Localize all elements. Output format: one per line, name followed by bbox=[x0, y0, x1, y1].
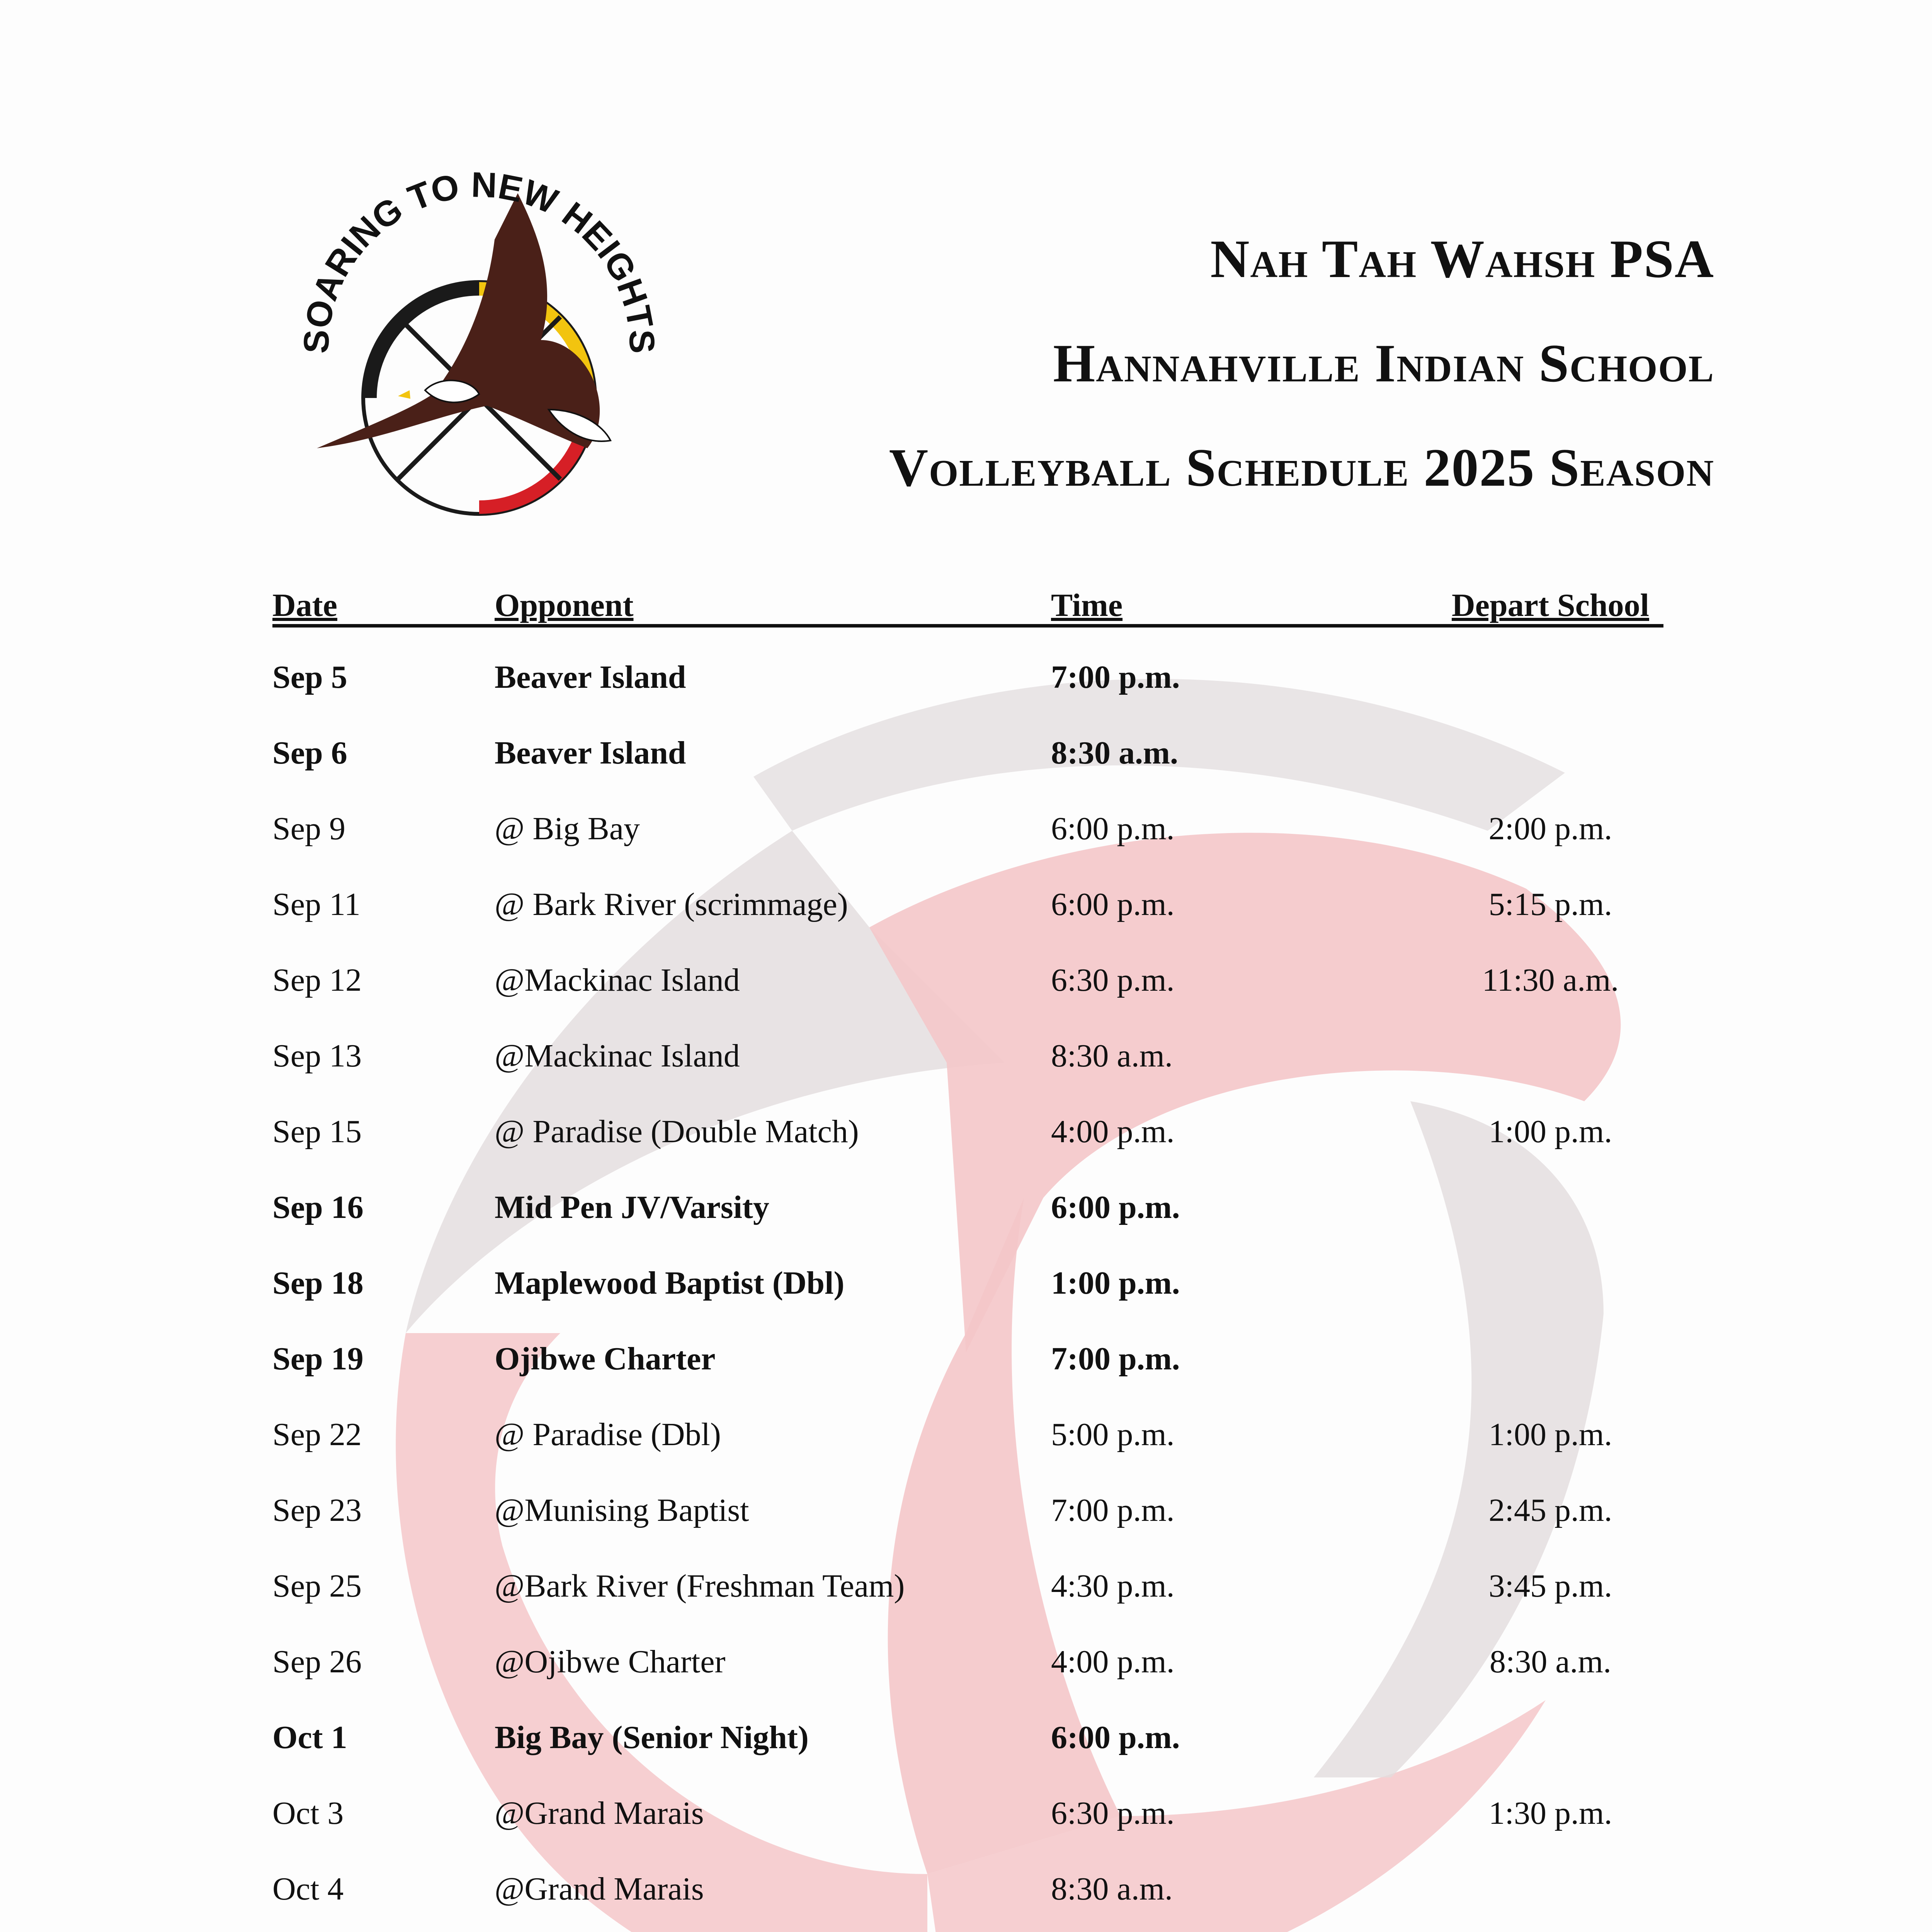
cell-time: 7:00 p.m. bbox=[1051, 659, 1180, 695]
table-row bbox=[272, 942, 1663, 1018]
cell-time: 8:30 a.m. bbox=[1051, 735, 1178, 771]
school-logo bbox=[270, 139, 753, 549]
cell-date: Sep 12 bbox=[272, 962, 362, 998]
cell-opponent bbox=[495, 1927, 1051, 1932]
title-schedule: Volleyball Schedule 2025 Season bbox=[889, 438, 1714, 498]
table-row bbox=[272, 1396, 1663, 1472]
cell-time: 6:00 p.m. bbox=[1051, 810, 1175, 847]
table-header-row bbox=[272, 582, 1663, 626]
cell-time: 7:00 p.m. bbox=[1051, 1340, 1180, 1377]
table-row bbox=[272, 1018, 1663, 1094]
cell-depart: 1:30 p.m. bbox=[1488, 1795, 1612, 1831]
title-school: Hannahville Indian School bbox=[1053, 333, 1714, 393]
table-row bbox=[272, 1472, 1663, 1548]
schedule-body bbox=[272, 626, 1663, 1932]
cell-opponent: Beaver Island bbox=[495, 735, 686, 771]
table-row bbox=[272, 1851, 1663, 1927]
cell-opponent: Big Bay (Senior Night) bbox=[495, 1719, 809, 1755]
cell-opponent: Maplewood Baptist (Dbl) bbox=[495, 1265, 845, 1301]
cell-date: Oct 3 bbox=[272, 1795, 344, 1831]
cell-opponent: @Mackinac Island bbox=[495, 962, 740, 998]
cell-time bbox=[1051, 1927, 1437, 1932]
cell-date: Sep 19 bbox=[272, 1340, 364, 1377]
cell-depart bbox=[1437, 1169, 1663, 1245]
column-header-depart: Depart School bbox=[1437, 582, 1663, 626]
cell-depart bbox=[1437, 1927, 1663, 1932]
cell-opponent: @ Paradise (Double Match) bbox=[495, 1113, 859, 1150]
table-row bbox=[272, 1169, 1663, 1245]
cell-date: Sep 18 bbox=[272, 1265, 364, 1301]
cell-time: 4:00 p.m. bbox=[1051, 1643, 1175, 1680]
cell-time: 6:30 p.m. bbox=[1051, 1795, 1175, 1831]
column-header-time: Time bbox=[1051, 582, 1437, 626]
cell-time: 6:00 p.m. bbox=[1051, 1189, 1180, 1225]
cell-depart: 11:30 a.m. bbox=[1482, 962, 1619, 998]
cell-time: 1:00 p.m. bbox=[1051, 1265, 1180, 1301]
cell-depart bbox=[1437, 1245, 1663, 1321]
cell-opponent: @Grand Marais bbox=[495, 1871, 704, 1907]
cell-depart: 8:30 a.m. bbox=[1490, 1643, 1611, 1680]
cell-depart: 5:15 p.m. bbox=[1488, 886, 1612, 922]
cell-date: Sep 9 bbox=[272, 810, 345, 847]
cell-depart bbox=[1437, 715, 1663, 791]
cell-date: Oct 1 bbox=[272, 1719, 347, 1755]
cell-date: Sep 16 bbox=[272, 1189, 364, 1225]
table-row bbox=[272, 1699, 1663, 1775]
cell-date: Sep 11 bbox=[272, 886, 361, 922]
column-header-date: Date bbox=[272, 582, 495, 626]
logo-motto: SOARING TO NEW HEIGHTS bbox=[296, 165, 662, 354]
cell-depart bbox=[1437, 1699, 1663, 1775]
cell-opponent: @Grand Marais bbox=[495, 1795, 704, 1831]
cell-date: Sep 22 bbox=[272, 1416, 362, 1452]
cell-opponent: @ Paradise (Dbl) bbox=[495, 1416, 721, 1452]
cell-time: 5:00 p.m. bbox=[1051, 1416, 1175, 1452]
cell-time: 8:30 a.m. bbox=[1051, 1037, 1173, 1074]
cell-date bbox=[272, 1927, 495, 1932]
cell-opponent: @Mackinac Island bbox=[495, 1037, 740, 1074]
cell-opponent: @Ojibwe Charter bbox=[495, 1643, 726, 1680]
cell-depart: 1:00 p.m. bbox=[1488, 1113, 1612, 1150]
cell-depart bbox=[1437, 1018, 1663, 1094]
cell-date: Oct 4 bbox=[272, 1871, 344, 1907]
cell-date: Sep 13 bbox=[272, 1037, 362, 1074]
cell-time: 6:00 p.m. bbox=[1051, 886, 1175, 922]
table-row bbox=[272, 715, 1663, 791]
cell-date: Sep 26 bbox=[272, 1643, 362, 1680]
table-row bbox=[272, 1624, 1663, 1699]
cell-time: 6:00 p.m. bbox=[1051, 1719, 1180, 1755]
table-row bbox=[272, 1927, 1663, 1932]
cell-date: Sep 23 bbox=[272, 1492, 362, 1528]
cell-date: Sep 6 bbox=[272, 735, 347, 771]
cell-depart: 1:00 p.m. bbox=[1488, 1416, 1612, 1452]
table-row bbox=[272, 1094, 1663, 1169]
table-row bbox=[272, 791, 1663, 866]
title-psa: Nah Tah Wahsh PSA bbox=[1210, 229, 1714, 289]
table-row bbox=[272, 866, 1663, 942]
cell-depart: 3:45 p.m. bbox=[1488, 1568, 1612, 1604]
cell-opponent: @ Bark River (scrimmage) bbox=[495, 886, 848, 922]
cell-date: Sep 5 bbox=[272, 659, 347, 695]
cell-depart bbox=[1437, 639, 1663, 715]
table-row bbox=[272, 1775, 1663, 1851]
cell-opponent: Ojibwe Charter bbox=[495, 1340, 716, 1377]
cell-opponent: @ Big Bay bbox=[495, 810, 640, 847]
cell-depart: 2:45 p.m. bbox=[1488, 1492, 1612, 1528]
cell-time: 8:30 a.m. bbox=[1051, 1871, 1173, 1907]
cell-time: 4:30 p.m. bbox=[1051, 1568, 1175, 1604]
table-spacer bbox=[272, 626, 1663, 639]
cell-date: Sep 15 bbox=[272, 1113, 362, 1150]
cell-depart bbox=[1437, 1321, 1663, 1396]
schedule-table bbox=[272, 582, 1663, 1932]
cell-opponent: @Munising Baptist bbox=[495, 1492, 749, 1528]
cell-time: 4:00 p.m. bbox=[1051, 1113, 1175, 1150]
cell-time: 7:00 p.m. bbox=[1051, 1492, 1175, 1528]
cell-opponent: Beaver Island bbox=[495, 659, 686, 695]
cell-depart bbox=[1437, 1851, 1663, 1927]
cell-opponent: Mid Pen JV/Varsity bbox=[495, 1189, 769, 1225]
cell-date: Sep 25 bbox=[272, 1568, 362, 1604]
cell-time: 6:30 p.m. bbox=[1051, 962, 1175, 998]
cell-opponent: @Bark River (Freshman Team) bbox=[495, 1568, 905, 1604]
table-row bbox=[272, 1321, 1663, 1396]
table-row bbox=[272, 1548, 1663, 1624]
cell-depart: 2:00 p.m. bbox=[1488, 810, 1612, 847]
table-row bbox=[272, 1245, 1663, 1321]
table-row bbox=[272, 639, 1663, 715]
column-header-opponent: Opponent bbox=[495, 582, 1051, 626]
